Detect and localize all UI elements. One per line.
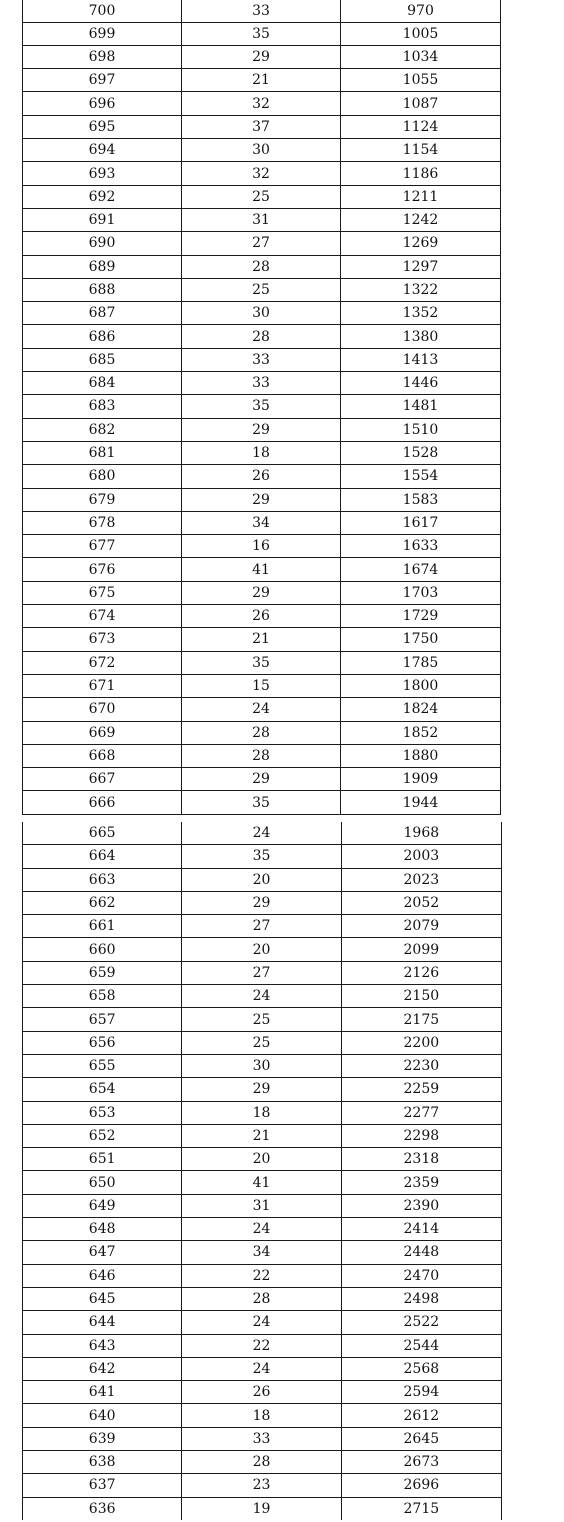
table-row	[23, 651, 501, 674]
count-cell: 18	[182, 1404, 341, 1427]
table-row	[23, 1008, 502, 1031]
cumulative-cell: 1087	[341, 92, 501, 115]
table-row	[23, 325, 501, 348]
score-cell: 685	[23, 348, 182, 371]
cumulative-cell: 2594	[341, 1381, 501, 1404]
table-row	[23, 372, 501, 395]
count-cell: 24	[182, 698, 341, 721]
count-cell: 24	[182, 1218, 341, 1241]
count-cell: 29	[182, 1078, 341, 1101]
score-cell: 696	[23, 92, 182, 115]
score-cell: 638	[23, 1451, 182, 1474]
score-cell: 678	[23, 511, 182, 534]
table-row	[23, 1078, 502, 1101]
score-cell: 694	[23, 139, 182, 162]
score-cell: 669	[23, 721, 182, 744]
table-row	[23, 581, 501, 604]
cumulative-cell: 2390	[341, 1194, 501, 1217]
cumulative-cell: 1322	[341, 278, 501, 301]
count-cell: 19	[182, 1497, 341, 1520]
score-cell: 647	[23, 1241, 182, 1264]
table-row	[23, 1427, 502, 1450]
count-cell: 26	[182, 1381, 341, 1404]
count-cell: 18	[182, 441, 341, 464]
cumulative-cell: 2298	[341, 1124, 501, 1147]
count-cell: 25	[182, 185, 341, 208]
count-cell: 28	[182, 744, 341, 767]
cumulative-cell: 1633	[341, 535, 501, 558]
cumulative-cell: 1944	[341, 791, 501, 814]
table-row	[23, 22, 501, 45]
table-row	[23, 511, 501, 534]
score-cell: 655	[23, 1054, 182, 1077]
cumulative-cell: 2568	[341, 1357, 501, 1380]
score-cell: 683	[23, 395, 182, 418]
cumulative-cell: 2023	[341, 868, 501, 891]
cumulative-cell: 2673	[341, 1451, 501, 1474]
score-cell: 691	[23, 208, 182, 231]
table-row	[23, 255, 501, 278]
count-cell: 30	[182, 1054, 341, 1077]
cumulative-cell: 2359	[341, 1171, 501, 1194]
count-cell: 33	[182, 372, 341, 395]
table-row	[23, 1124, 502, 1147]
score-cell: 687	[23, 302, 182, 325]
score-cell: 636	[23, 1497, 182, 1520]
score-cell: 642	[23, 1357, 182, 1380]
count-cell: 24	[182, 822, 341, 845]
count-cell: 23	[182, 1474, 341, 1497]
score-cell: 641	[23, 1381, 182, 1404]
score-cell: 653	[23, 1101, 182, 1124]
cumulative-cell: 2277	[341, 1101, 501, 1124]
table-row	[23, 822, 502, 845]
score-cell: 689	[23, 255, 182, 278]
cumulative-cell: 2498	[341, 1287, 501, 1310]
table-row	[23, 845, 502, 868]
score-cell: 665	[23, 822, 182, 845]
count-cell: 34	[182, 1241, 341, 1264]
count-cell: 27	[182, 915, 341, 938]
count-cell: 25	[182, 278, 341, 301]
count-cell: 28	[182, 325, 341, 348]
cumulative-cell: 1729	[341, 605, 501, 628]
cumulative-cell: 1124	[341, 115, 501, 138]
score-cell: 661	[23, 915, 182, 938]
cumulative-cell: 2448	[341, 1241, 501, 1264]
count-cell: 25	[182, 1031, 341, 1054]
table-row	[23, 721, 501, 744]
score-cell: 674	[23, 605, 182, 628]
cumulative-cell: 2645	[341, 1427, 501, 1450]
cumulative-cell: 2544	[341, 1334, 501, 1357]
table-row	[23, 1497, 502, 1520]
count-cell: 37	[182, 115, 341, 138]
cumulative-cell: 1352	[341, 302, 501, 325]
score-cell: 672	[23, 651, 182, 674]
count-cell: 33	[182, 348, 341, 371]
cumulative-cell: 1034	[341, 45, 501, 68]
count-cell: 28	[182, 1451, 341, 1474]
score-cell: 637	[23, 1474, 182, 1497]
count-cell: 24	[182, 1311, 341, 1334]
table-row	[23, 208, 501, 231]
cumulative-cell: 2200	[341, 1031, 501, 1054]
table-row	[23, 744, 501, 767]
cumulative-cell: 2099	[341, 938, 501, 961]
score-cell: 658	[23, 985, 182, 1008]
score-cell: 677	[23, 535, 182, 558]
cumulative-cell: 1800	[341, 674, 501, 697]
score-cell: 651	[23, 1148, 182, 1171]
cumulative-cell: 1269	[341, 232, 501, 255]
cumulative-cell: 1554	[341, 465, 501, 488]
table-row	[23, 348, 501, 371]
count-cell: 22	[182, 1334, 341, 1357]
count-cell: 29	[182, 891, 341, 914]
score-table-bottom	[22, 822, 502, 1520]
table-row	[23, 1334, 502, 1357]
score-cell: 650	[23, 1171, 182, 1194]
score-cell: 680	[23, 465, 182, 488]
table-row	[23, 418, 501, 441]
count-cell: 35	[182, 651, 341, 674]
count-cell: 20	[182, 868, 341, 891]
count-cell: 26	[182, 605, 341, 628]
count-cell: 24	[182, 1357, 341, 1380]
score-cell: 673	[23, 628, 182, 651]
count-cell: 27	[182, 961, 341, 984]
cumulative-cell: 2715	[341, 1497, 501, 1520]
cumulative-cell: 2003	[341, 845, 501, 868]
table-row	[23, 768, 501, 791]
score-cell: 639	[23, 1427, 182, 1450]
cumulative-cell: 1481	[341, 395, 501, 418]
table-row	[23, 278, 501, 301]
cumulative-cell: 970	[341, 0, 501, 22]
cumulative-cell: 2150	[341, 985, 501, 1008]
score-table-top-body	[23, 0, 501, 814]
table-row	[23, 1311, 502, 1334]
count-cell: 41	[182, 558, 341, 581]
table-row	[23, 915, 502, 938]
table-row	[23, 1241, 502, 1264]
score-cell: 675	[23, 581, 182, 604]
count-cell: 28	[182, 721, 341, 744]
score-cell: 699	[23, 22, 182, 45]
score-table-bottom-body	[23, 822, 502, 1520]
table-row	[23, 162, 501, 185]
score-cell: 666	[23, 791, 182, 814]
score-cell: 664	[23, 845, 182, 868]
score-cell: 700	[23, 0, 182, 22]
table-row	[23, 1101, 502, 1124]
count-cell: 35	[182, 22, 341, 45]
count-cell: 33	[182, 0, 341, 22]
table-row	[23, 232, 501, 255]
score-cell: 676	[23, 558, 182, 581]
table-row	[23, 302, 501, 325]
count-cell: 29	[182, 488, 341, 511]
cumulative-cell: 1674	[341, 558, 501, 581]
table-row	[23, 868, 502, 891]
score-cell: 679	[23, 488, 182, 511]
score-cell: 654	[23, 1078, 182, 1101]
cumulative-cell: 1297	[341, 255, 501, 278]
table-row	[23, 1031, 502, 1054]
cumulative-cell: 2414	[341, 1218, 501, 1241]
score-cell: 667	[23, 768, 182, 791]
score-cell: 668	[23, 744, 182, 767]
table-row	[23, 891, 502, 914]
count-cell: 30	[182, 302, 341, 325]
score-cell: 688	[23, 278, 182, 301]
table-row	[23, 535, 501, 558]
cumulative-cell: 1750	[341, 628, 501, 651]
table-row	[23, 488, 501, 511]
table-row	[23, 1451, 502, 1474]
score-cell: 663	[23, 868, 182, 891]
table-row	[23, 115, 501, 138]
cumulative-cell: 1909	[341, 768, 501, 791]
cumulative-cell: 1055	[341, 69, 501, 92]
score-table-top	[22, 0, 501, 815]
table-row	[23, 1218, 502, 1241]
table-row	[23, 1148, 502, 1171]
table-row	[23, 1474, 502, 1497]
count-cell: 15	[182, 674, 341, 697]
cumulative-cell: 1852	[341, 721, 501, 744]
count-cell: 29	[182, 768, 341, 791]
score-cell: 657	[23, 1008, 182, 1031]
cumulative-cell: 2318	[341, 1148, 501, 1171]
cumulative-cell: 1211	[341, 185, 501, 208]
cumulative-cell: 2052	[341, 891, 501, 914]
count-cell: 33	[182, 1427, 341, 1450]
score-cell: 645	[23, 1287, 182, 1310]
count-cell: 28	[182, 255, 341, 278]
count-cell: 25	[182, 1008, 341, 1031]
score-cell: 659	[23, 961, 182, 984]
score-cell: 646	[23, 1264, 182, 1287]
count-cell: 32	[182, 92, 341, 115]
table-row	[23, 1357, 502, 1380]
score-cell: 652	[23, 1124, 182, 1147]
table-row	[23, 0, 501, 22]
count-cell: 20	[182, 1148, 341, 1171]
table-row	[23, 791, 501, 814]
score-cell: 670	[23, 698, 182, 721]
count-cell: 41	[182, 1171, 341, 1194]
cumulative-cell: 2230	[341, 1054, 501, 1077]
cumulative-cell: 2259	[341, 1078, 501, 1101]
cumulative-cell: 2612	[341, 1404, 501, 1427]
score-cell: 643	[23, 1334, 182, 1357]
cumulative-cell: 1380	[341, 325, 501, 348]
count-cell: 27	[182, 232, 341, 255]
count-cell: 21	[182, 69, 341, 92]
count-cell: 35	[182, 791, 341, 814]
table-row	[23, 1287, 502, 1310]
table-row	[23, 674, 501, 697]
score-cell: 684	[23, 372, 182, 395]
score-cell: 692	[23, 185, 182, 208]
cumulative-cell: 1583	[341, 488, 501, 511]
table-row	[23, 605, 501, 628]
count-cell: 20	[182, 938, 341, 961]
count-cell: 31	[182, 1194, 341, 1217]
count-cell: 16	[182, 535, 341, 558]
cumulative-cell: 1528	[341, 441, 501, 464]
count-cell: 21	[182, 628, 341, 651]
score-cell: 690	[23, 232, 182, 255]
count-cell: 30	[182, 139, 341, 162]
table-row	[23, 1171, 502, 1194]
table-row	[23, 69, 501, 92]
table-row	[23, 1264, 502, 1287]
score-cell: 682	[23, 418, 182, 441]
score-cell: 640	[23, 1404, 182, 1427]
cumulative-cell: 1446	[341, 372, 501, 395]
score-cell: 697	[23, 69, 182, 92]
score-cell: 698	[23, 45, 182, 68]
count-cell: 28	[182, 1287, 341, 1310]
count-cell: 18	[182, 1101, 341, 1124]
score-cell: 686	[23, 325, 182, 348]
count-cell: 35	[182, 395, 341, 418]
table-row	[23, 938, 502, 961]
cumulative-cell: 2522	[341, 1311, 501, 1334]
count-cell: 29	[182, 418, 341, 441]
count-cell: 22	[182, 1264, 341, 1287]
cumulative-cell: 1617	[341, 511, 501, 534]
cumulative-cell: 1154	[341, 139, 501, 162]
cumulative-cell: 1186	[341, 162, 501, 185]
score-cell: 648	[23, 1218, 182, 1241]
count-cell: 26	[182, 465, 341, 488]
cumulative-cell: 1880	[341, 744, 501, 767]
score-cell: 644	[23, 1311, 182, 1334]
score-cell: 662	[23, 891, 182, 914]
count-cell: 24	[182, 985, 341, 1008]
table-row	[23, 985, 502, 1008]
table-row	[23, 558, 501, 581]
table-row	[23, 185, 501, 208]
cumulative-cell: 2126	[341, 961, 501, 984]
cumulative-cell: 1242	[341, 208, 501, 231]
table-row	[23, 441, 501, 464]
score-cell: 660	[23, 938, 182, 961]
table-row	[23, 139, 501, 162]
table-row	[23, 1404, 502, 1427]
table-row	[23, 45, 501, 68]
table-row	[23, 1054, 502, 1077]
count-cell: 29	[182, 45, 341, 68]
cumulative-cell: 1510	[341, 418, 501, 441]
table-row	[23, 395, 501, 418]
count-cell: 35	[182, 845, 341, 868]
table-row	[23, 465, 501, 488]
table-row	[23, 1194, 502, 1217]
count-cell: 29	[182, 581, 341, 604]
count-cell: 31	[182, 208, 341, 231]
cumulative-cell: 1005	[341, 22, 501, 45]
cumulative-cell: 1413	[341, 348, 501, 371]
score-cell: 695	[23, 115, 182, 138]
score-cell: 693	[23, 162, 182, 185]
table-row	[23, 698, 501, 721]
cumulative-cell: 2470	[341, 1264, 501, 1287]
cumulative-cell: 2079	[341, 915, 501, 938]
cumulative-cell: 1824	[341, 698, 501, 721]
table-row	[23, 1381, 502, 1404]
cumulative-cell: 2696	[341, 1474, 501, 1497]
table-row	[23, 92, 501, 115]
cumulative-cell: 2175	[341, 1008, 501, 1031]
cumulative-cell: 1785	[341, 651, 501, 674]
score-cell: 681	[23, 441, 182, 464]
score-cell: 649	[23, 1194, 182, 1217]
score-cell: 656	[23, 1031, 182, 1054]
table-row	[23, 628, 501, 651]
score-cell: 671	[23, 674, 182, 697]
count-cell: 21	[182, 1124, 341, 1147]
cumulative-cell: 1968	[341, 822, 501, 845]
count-cell: 34	[182, 511, 341, 534]
count-cell: 32	[182, 162, 341, 185]
table-row	[23, 961, 502, 984]
cumulative-cell: 1703	[341, 581, 501, 604]
